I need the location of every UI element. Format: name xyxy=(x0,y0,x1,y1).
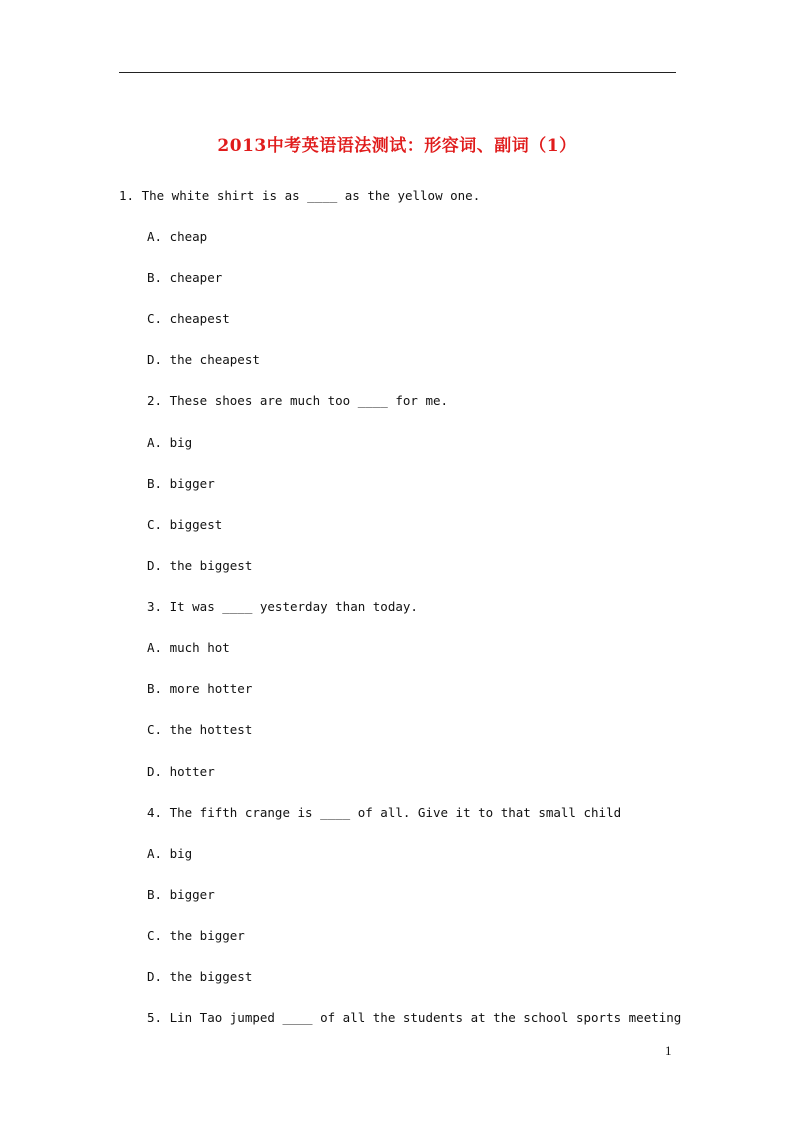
question-3-option-c: C. the hottest xyxy=(147,722,253,737)
question-4-option-b: B. bigger xyxy=(147,887,215,902)
question-1-stem: 1. The white shirt is as ____ as the yellow one. xyxy=(119,188,481,203)
question-1-option-c: C. cheapest xyxy=(147,311,230,326)
question-4-option-d: D. the biggest xyxy=(147,969,253,984)
question-1-option-a: A. cheap xyxy=(147,229,208,244)
question-5-stem: 5. Lin Tao jumped ____ of all the students at the school sports meeting xyxy=(147,1010,682,1025)
question-2-option-b: B. bigger xyxy=(147,476,215,491)
question-4-option-a: A. big xyxy=(147,846,193,861)
header-rule xyxy=(119,72,676,73)
question-1-option-b: B. cheaper xyxy=(147,270,223,285)
question-3-stem: 3. It was ____ yesterday than today. xyxy=(147,599,418,614)
question-2-stem: 2. These shoes are much too ____ for me. xyxy=(147,393,449,408)
question-3-option-b: B. more hotter xyxy=(147,681,253,696)
page-number: 1 xyxy=(665,1043,672,1058)
question-3-option-d: D. hotter xyxy=(147,764,215,779)
question-3-option-a: A. much hot xyxy=(147,640,230,655)
document-title: 2013中考英语语法测试：形容词、副词（1） xyxy=(217,136,577,156)
question-4-stem: 4. The fifth crange is ____ of all. Give it to that small child xyxy=(147,805,622,820)
question-2-option-d: D. the biggest xyxy=(147,558,253,573)
question-4-option-c: C. the bigger xyxy=(147,928,245,943)
question-2-option-a: A. big xyxy=(147,435,193,450)
question-1-option-d: D. the cheapest xyxy=(147,352,260,367)
question-2-option-c: C. biggest xyxy=(147,517,223,532)
